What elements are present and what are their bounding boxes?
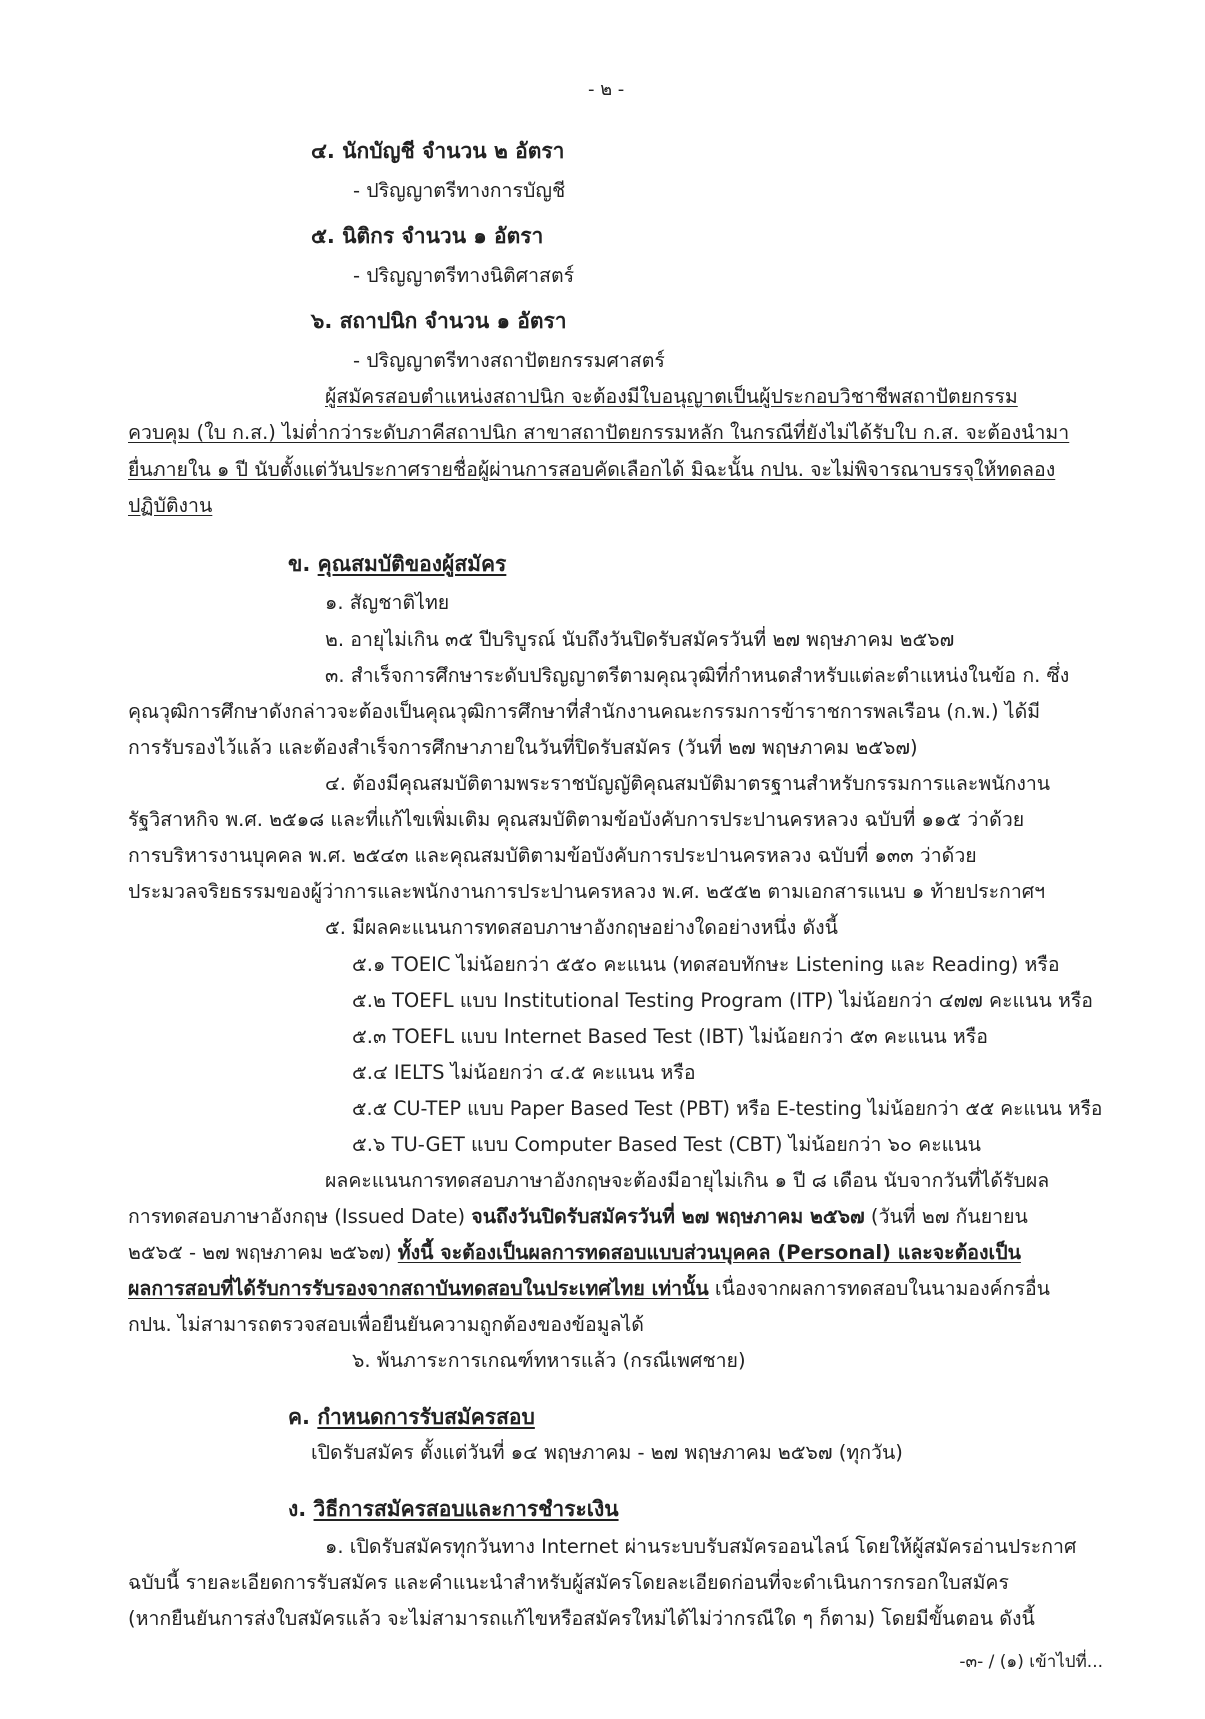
application-method-line-3: (หากยืนยันการส่งใบสมัครแล้ว จะไม่สามารถแก้ไขหรือสมัครใหม่ได้ไม่ว่ากรณีใด ๆ ก็ตาม) โดยมีขั้นตอน ดังนี้ xyxy=(128,1607,1035,1630)
english-test-item: ๕.๒ TOEFL แบบ Institutional Testing Program (ITP) ไม่น้อยกว่า ๔๗๗ คะแนน หรือ xyxy=(352,989,1094,1012)
qualification-item-4-line-4: ประมวลจริยธรรมของผู้ว่าการและพนักงานการประปานครหลวง พ.ศ. ๒๕๕๒ ตามเอกสารแนบ ๑ ท้ายประกาศฯ xyxy=(128,880,1046,903)
qualification-item-1: ๑. สัญชาติไทย xyxy=(325,591,450,614)
architect-note-line-4: ปฏิบัติงาน xyxy=(128,494,213,517)
position-heading-lawyer: ๕. นิติกร จำนวน ๑ อัตรา xyxy=(311,224,544,248)
qualification-item-3-line-3: การรับรองไว้แล้ว และต้องสำเร็จการศึกษาภายในวันที่ปิดรับสมัคร (วันที่ ๒๗ พฤษภาคม ๒๕๖๗) xyxy=(128,736,918,759)
position-requirement-lawyer: - ปริญญาตรีทางนิติศาสตร์ xyxy=(353,264,575,287)
english-test-item: ๕.๖ TU-GET แบบ Computer Based Test (CBT) ไม่น้อยกว่า ๖๐ คะแนน xyxy=(352,1133,981,1156)
application-method-line-1: ๑. เปิดรับสมัครทุกวันทาง Internet ผ่านระบบรับสมัครออนไลน์ โดยให้ผู้สมัครอ่านประกาศ xyxy=(325,1535,1077,1558)
position-heading-architect: ๖. สถาปนิก จำนวน ๑ อัตรา xyxy=(311,309,567,333)
english-test-item: ๕.๕ CU-TEP แบบ Paper Based Test (PBT) หรือ E-testing ไม่น้อยกว่า ๕๕ คะแนน หรือ xyxy=(352,1097,1103,1120)
section-d-heading: ง. วิธีการสมัครสอบและการชำระเงิน xyxy=(288,1497,619,1521)
page-number: - ๒ - xyxy=(588,79,625,100)
english-test-item: ๕.๓ TOEFL แบบ Internet Based Test (IBT) ไม่น้อยกว่า ๕๓ คะแนน หรือ xyxy=(352,1025,988,1048)
qualification-item-4-line-3: การบริหารงานบุคคล พ.ศ. ๒๕๔๓ และคุณสมบัติตามข้อบังคับการประปานครหลวง ฉบับที่ ๑๓๓ ว่าด้วย xyxy=(128,844,977,867)
position-heading-accountant: ๔. นักบัญชี จำนวน ๒ อัตรา xyxy=(311,139,565,163)
position-requirement-accountant: - ปริญญาตรีทางการบัญชี xyxy=(353,179,566,202)
qualification-item-6: ๖. พ้นภาระการเกณฑ์ทหารแล้ว (กรณีเพศชาย) xyxy=(352,1349,746,1372)
section-c-heading: ค. กำหนดการรับสมัครสอบ xyxy=(288,1405,535,1429)
page-continuation-footer: -๓- / (๑) เข้าไปที่... xyxy=(959,1652,1103,1672)
score-validity-line-1: ผลคะแนนการทดสอบภาษาอังกฤษจะต้องมีอายุไม่เกิน ๑ ปี ๘ เดือน นับจากวันที่ได้รับผล xyxy=(325,1169,1050,1192)
section-b-heading: ข. คุณสมบัติของผู้สมัคร xyxy=(288,552,507,576)
score-validity-line-2: การทดสอบภาษาอังกฤษ (Issued Date) จนถึงวันปิดรับสมัครวันที่ ๒๗ พฤษภาคม ๒๕๖๗ (วันที่ ๒๗ กันยายน xyxy=(128,1205,1028,1228)
position-requirement-architect: - ปริญญาตรีทางสถาปัตยกรรมศาสตร์ xyxy=(353,349,665,372)
score-validity-line-4: ผลการสอบที่ได้รับการรับรองจากสถาบันทดสอบในประเทศไทย เท่านั้น เนื่องจากผลการทดสอบในนามองค์กรอื่น xyxy=(128,1277,1051,1300)
qualification-item-3-line-2: คุณวุฒิการศึกษาดังกล่าวจะต้องเป็นคุณวุฒิการศึกษาที่สำนักงานคณะกรรมการข้าราชการพลเรือน (ก.พ.) ได้มี xyxy=(128,700,1041,723)
architect-note-line-3: ยื่นภายใน ๑ ปี นับตั้งแต่วันประกาศรายชื่อผู้ผ่านการสอบคัดเลือกได้ มิฉะนั้น กปน. จะไม่พิจารณาบรรจุให้ทดลอง xyxy=(128,458,1056,481)
qualification-item-3-line-1: ๓. สำเร็จการศึกษาระดับปริญญาตรีตามคุณวุฒิที่กำหนดสำหรับแต่ละตำแหน่งในข้อ ก. ซึ่ง xyxy=(325,664,1070,687)
architect-note-line-2: ควบคุม (ใบ ก.ส.) ไม่ต่ำกว่าระดับภาคีสถาปนิก สาขาสถาปัตยกรรมหลัก ในกรณีที่ยังไม่ได้รับใบ ก.ส. จะต้องนำมา xyxy=(128,421,1070,444)
application-method-line-2: ฉบับนี้ รายละเอียดการรับสมัคร และคำแนะนำสำหรับผู้สมัครโดยละเอียดก่อนที่จะดำเนินการกรอกใบสมัคร xyxy=(128,1571,1009,1594)
qualification-item-4-line-2: รัฐวิสาหกิจ พ.ศ. ๒๕๑๘ และที่แก้ไขเพิ่มเติม คุณสมบัติตามข้อบังคับการประปานครหลวง ฉบับที่ ๑๑๕ ว่าด้วย xyxy=(128,808,1025,831)
score-validity-line-3: ๒๕๖๕ - ๒๗ พฤษภาคม ๒๕๖๗) ทั้งนี้ จะต้องเป็นผลการทดสอบแบบส่วนบุคคล (Personal) และจะต้องเป็น xyxy=(128,1241,1021,1264)
application-period: เปิดรับสมัคร ตั้งแต่วันที่ ๑๔ พฤษภาคม - ๒๗ พฤษภาคม ๒๕๖๗ (ทุกวัน) xyxy=(311,1441,903,1464)
english-test-item: ๕.๔ IELTS ไม่น้อยกว่า ๔.๕ คะแนน หรือ xyxy=(352,1061,696,1084)
qualification-item-2: ๒. อายุไม่เกิน ๓๕ ปีบริบูรณ์ นับถึงวันปิดรับสมัครวันที่ ๒๗ พฤษภาคม ๒๕๖๗ xyxy=(325,628,955,651)
architect-note-line-1: ผู้สมัครสอบตำแหน่งสถาปนิก จะต้องมีใบอนุญาตเป็นผู้ประกอบวิชาชีพสถาปัตยกรรม xyxy=(325,385,1018,408)
score-validity-line-5: กปน. ไม่สามารถตรวจสอบเพื่อยืนยันความถูกต้องของข้อมูลได้ xyxy=(128,1313,644,1336)
english-test-item: ๕.๑ TOEIC ไม่น้อยกว่า ๕๕๐ คะแนน (ทดสอบทักษะ Listening และ Reading) หรือ xyxy=(352,953,1060,976)
qualification-item-4-line-1: ๔. ต้องมีคุณสมบัติตามพระราชบัญญัติคุณสมบัติมาตรฐานสำหรับกรรมการและพนักงาน xyxy=(325,772,1051,795)
qualification-item-5: ๕. มีผลคะแนนการทดสอบภาษาอังกฤษอย่างใดอย่างหนึ่ง ดังนี้ xyxy=(325,916,838,939)
